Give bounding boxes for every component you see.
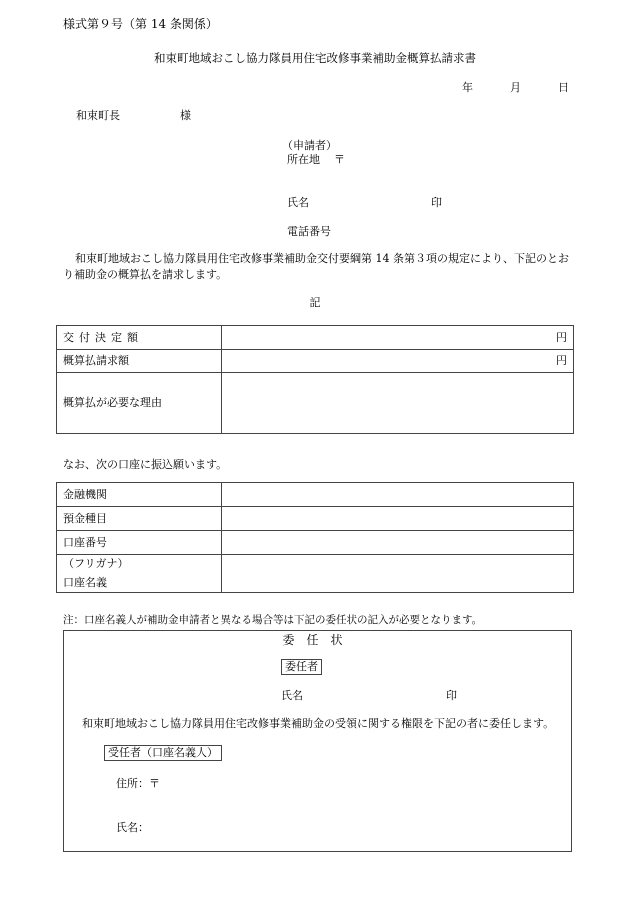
- transfer-note: なお、次の口座に振込願います。: [63, 458, 228, 471]
- holder-name-label: 口座名義: [63, 575, 107, 589]
- delegatee-label: 受任者（口座名義人）: [104, 745, 222, 761]
- ki-heading: 記: [309, 296, 321, 309]
- advance-request-amount-field[interactable]: 円: [222, 350, 574, 373]
- bank-table: [56, 482, 574, 593]
- delegator-name-label: 氏名: [281, 689, 303, 702]
- postal-mark: 〒: [334, 153, 345, 166]
- account-number-label: 口座番号: [57, 531, 222, 555]
- proxy-section: [63, 630, 572, 852]
- date-day-label: 日: [558, 81, 569, 94]
- applicant-phone-label: 電話番号: [287, 225, 331, 238]
- date-month-label: 月: [510, 81, 521, 94]
- proxy-title: 委任状: [282, 633, 355, 647]
- proxy-notice: 注：口座名義人が補助金申請者と異なる場合等は下記の委任状の記入が必要となります。: [63, 614, 483, 626]
- table-row: [57, 326, 574, 350]
- table-row: [57, 483, 574, 507]
- account-holder-label: [57, 555, 222, 593]
- account-number-field[interactable]: [222, 531, 574, 555]
- delegatee-address-label: 住所：〒: [116, 777, 160, 790]
- applicant-address-label: 所在地: [287, 153, 320, 166]
- advance-request-amount-label: 概算払請求額: [57, 350, 222, 373]
- table-row: [57, 350, 574, 373]
- account-type-field[interactable]: [222, 507, 574, 531]
- addressee-suffix: 様: [180, 109, 191, 122]
- furigana-label: （フリガナ）: [63, 557, 129, 570]
- date-row: [462, 81, 569, 94]
- request-paragraph: 和束町地域おこし協力隊員用住宅改修事業補助金交付要綱第 14 条第３項の規定により、下記のとおり補助金の概算払を請求します。: [63, 252, 569, 281]
- form-number: 様式第９号（第 14 条関係）: [63, 17, 218, 31]
- proxy-paragraph: 和束町地域おこし協力隊員用住宅改修事業補助金の受領に関する権限を下記の者に委任します。: [82, 717, 555, 730]
- addressee-name: 和束町長: [76, 109, 120, 122]
- applicant-tag: （申請者）: [282, 139, 337, 152]
- document-title: 和束町地域おこし協力隊員用住宅改修事業補助金概算払請求書: [154, 51, 476, 65]
- applicant-seal-mark: 印: [431, 196, 442, 209]
- bank-institution-field[interactable]: [222, 483, 574, 507]
- table-row: [57, 555, 574, 593]
- account-type-label: 預金種目: [57, 507, 222, 531]
- table-row: [57, 373, 574, 434]
- delegator-label: 委任者: [281, 659, 322, 675]
- grant-decided-amount-field[interactable]: 円: [222, 326, 574, 350]
- account-holder-field[interactable]: [222, 555, 574, 593]
- table-row: [57, 507, 574, 531]
- advance-reason-label: 概算払が必要な理由: [57, 373, 222, 434]
- date-year-label: 年: [462, 81, 473, 94]
- delegator-seal-mark: 印: [446, 689, 457, 702]
- request-table: [56, 325, 574, 434]
- delegatee-name-label: 氏名：: [116, 821, 149, 834]
- advance-reason-field[interactable]: [222, 373, 574, 434]
- bank-institution-label: 金融機関: [57, 483, 222, 507]
- table-row: [57, 531, 574, 555]
- grant-decided-amount-label: 交付決定額: [57, 326, 222, 350]
- applicant-name-label: 氏名: [287, 196, 309, 209]
